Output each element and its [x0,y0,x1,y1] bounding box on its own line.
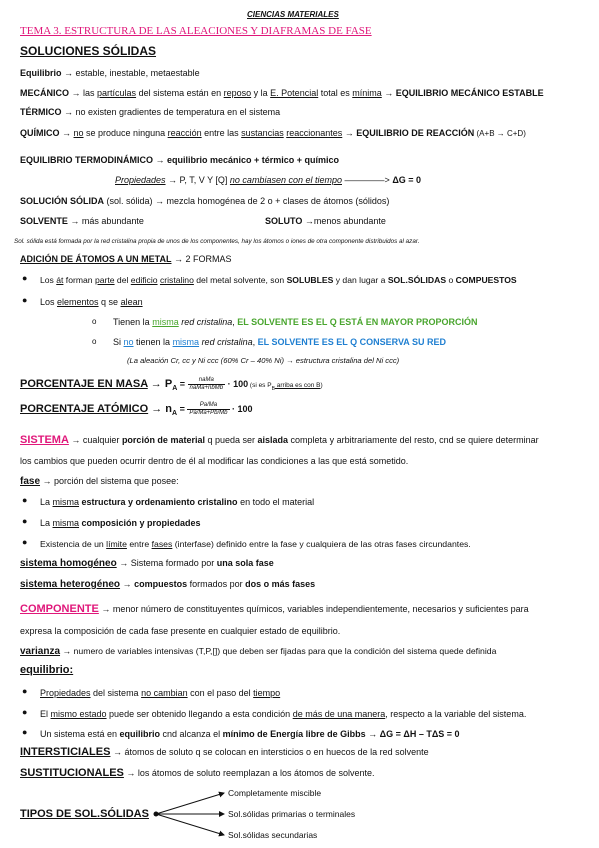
bullet-1 [40,274,517,286]
text: Un sistema está en [40,729,120,739]
highlight-blue: EL SOLVENTE ES EL Q CONSERVA SU RED [257,337,446,347]
term-soluto: SOLUTO [265,216,303,226]
bullet-dot: ● [22,516,28,526]
bullet-dot: ● [22,707,28,717]
text: → más abundante [67,216,144,226]
underlined-word: sustancias [241,128,284,138]
text: → Sistema formado por [116,558,217,568]
underlined-word: no [73,128,84,138]
sub-bullet-1 [113,316,477,328]
underlined-word: Propiedades [115,175,166,185]
denominator: Pa/Ma+Pb/Mb [189,410,228,417]
bold-word: mínimo de Energía libre de Gibbs [222,729,366,739]
text: El [40,709,51,719]
underlined-word: reacción [167,128,202,138]
term-intersticiales: INTERSTICIALES [20,746,111,758]
term-componente: COMPONENTE [20,603,99,615]
text: q se [98,297,121,307]
text: del [114,275,131,285]
underlined-word: reposo [223,88,252,98]
underlined-word: alean [120,297,143,307]
italic-note: Sol. sólida está formada por la red cristalina propia de unos de los componentes, hay los átomos o iones de otra componente distribuidos al azar. [14,238,420,245]
quimico-line [20,127,526,140]
bold-word: aislada [257,435,289,445]
term-fase: fase [20,476,41,487]
underlined-word: no [123,337,134,347]
text: Tienen la [113,317,153,327]
bullet-dot: ● [22,537,28,547]
term-equilibrio: Equilibrio [20,68,62,78]
tipo-item: Completamente miscible [228,788,322,798]
underlined-word: no cambiasen con el tiempo [229,175,342,185]
componente-line-2: expresa la composición de cada fase presente en cualquier estado de equilibrio. [20,626,341,636]
text: tienen la [133,337,173,347]
text: del sistema están en [136,88,224,98]
result: EQUILIBRIO DE REACCIÓN [356,128,475,138]
heading-porcentaje-masa: PORCENTAJE EN MASA [20,378,148,390]
bold-word: composición y propiedades [79,518,201,528]
propiedades-line [115,174,421,186]
underlined-word: cristalino [159,275,194,285]
subscript: A [172,409,178,417]
text: entre las [201,128,242,138]
heterogeneo-line [20,578,315,591]
bold-word: estructura y ordenamiento cristalino [79,497,238,507]
text: total es [318,88,353,98]
bullet-dot: ● [22,686,28,696]
text: →menos abundante [302,216,386,226]
bold-word: COMPUESTOS [455,275,517,285]
soluto-line [265,215,386,227]
text: → 2 FORMAS [171,254,232,264]
text: Existencia de un [40,539,107,549]
text: → cualquier [68,435,122,445]
term-sistema: SISTEMA [20,434,69,446]
text: → [59,128,74,138]
formula-lhs: n [165,403,172,415]
adicion-line [20,253,232,265]
underlined-word: misma [52,497,80,507]
underlined-word: tiempo [253,688,281,698]
text: formados por [187,579,246,589]
tipo-item: Sol.sólidas primarias o terminales [228,809,356,819]
fase-bullet-2 [40,517,201,529]
sistema-line-2: los cambios que pueden ocurrir dentro de él al modificar las condiciones a las que está sometido. [20,456,409,466]
result: EQUILIBRIO MECÁNICO ESTABLE [395,88,544,98]
homogeneo-line [20,557,274,570]
course-title: CIENCIAS MATERIALES [247,10,339,19]
term-mecanico: MECÁNICO [20,88,69,98]
termico-line [20,106,280,118]
bold-word: SOLUBLES [286,275,334,285]
text: , respecto a la variable del sistema. [385,709,527,719]
text: → los átomos de soluto reemplazan a los átomos de solvente. [123,768,375,778]
text: q pueda ser [204,435,258,445]
section-heading-soluciones: SOLUCIONES SÓLIDAS [20,44,157,58]
sistema-line [20,434,539,446]
underlined-word: Propiedades [40,688,91,698]
text: se produce ninguna [83,128,168,138]
arrow: → [148,403,166,415]
text: → [381,88,396,98]
text: (interfase) definido entre la fase y cualquiera de las otras fases circundantes. [172,539,471,549]
subscript: A [172,384,178,392]
equilibrio-bullet-3 [40,728,460,740]
bullet-dot: ● [22,273,28,283]
text: La [40,497,53,507]
text: → no existen gradientes de temperatura en el sistema [61,107,281,117]
tipo-item: Sol.sólidas secundarias [228,830,318,840]
text: ––––––––> [342,175,393,185]
term-homogeneo: sistema homogéneo [20,558,117,569]
underlined-word: misma [52,518,80,528]
text: → porción del sistema que posee: [40,476,179,486]
text: , [252,337,258,347]
note: ) [320,382,323,389]
highlight-green: EL SOLVENTE ES EL Q ESTÁ EN MAYOR PROPORCIÓN [237,317,478,327]
underlined-word: mínima [352,88,382,98]
text: completa y arbitrariamente del resto, cnd se quiere determinar [288,435,539,445]
text: o [446,275,456,285]
text: estable, inestable, metaestable [73,68,200,78]
text: → átomos de soluto q se colocan en intersticios o en huecos de la red solvente [110,747,429,757]
text: → P, T, V Y [Q] [165,175,230,185]
term-solvente: SOLVENTE [20,216,68,226]
term-termico: TÉRMICO [20,107,62,117]
sustitucionales-line [20,767,375,779]
underlined-word: límite [106,539,127,549]
text: y la [251,88,271,98]
text: Los [40,297,58,307]
underlined-word: elementos [57,297,99,307]
fase-bullet-1 [40,496,314,508]
underlined-word: át [56,275,64,285]
text: Los [40,275,57,285]
fase-bullet-3 [40,538,471,550]
bullet-dot: ● [22,495,28,505]
componente-line [20,603,529,615]
arrow: → [147,378,165,390]
arrow: → [71,88,81,98]
sub-bullet-marker: o [92,317,97,326]
term-heterogeneo: sistema heterogéneo [20,579,121,590]
text: → [342,128,357,138]
solvente-line [20,215,144,227]
multiplier: · 100 [225,379,249,389]
example-note: (La aleación Cr, cc y Ni ccc (60% Cr – 40% Ni) → estructura cristalina del Ni ccc) [127,356,400,365]
text: → numero de variables intensivas (T,P,[]) que deben ser fijadas para que la condición del sistema quede definida [60,646,497,656]
text: del sistema [90,688,142,698]
text: entre [126,539,152,549]
underlined-word: arriba es con B [274,382,321,389]
underlined-word: E. Potencial [270,88,319,98]
text: puede ser obtenido llegando a esta condición [106,709,293,719]
equilibrio-bullet-2 [40,708,526,720]
reaction-equation: (A+B → C+D) [474,129,526,138]
equals: = [177,379,188,389]
bullet-dot: ● [22,295,28,305]
underlined-word: misma [172,337,200,347]
bullet-2 [40,296,143,308]
bold-word: una sola fase [216,558,274,568]
text: Si [113,337,124,347]
text: cnd alcanza el [160,729,223,739]
text: forman [63,275,95,285]
bold-word: compuestos [134,579,188,589]
underlined-word: reaccionantes [286,128,343,138]
intersticiales-line [20,746,429,758]
formula-lhs: P [164,378,173,390]
equals: = [177,404,188,414]
heading-porcentaje-atomico: PORCENTAJE ATÓMICO [20,403,149,415]
equilibrio-line [20,67,200,79]
porcentaje-masa-line [20,376,323,397]
fase-line [20,475,179,488]
term-varianza: varianza [20,646,61,657]
bold-word: dos o más fases [245,579,316,589]
underlined-word: mismo estado [50,709,107,719]
text: con el paso del [187,688,254,698]
bold-word: SOL.SÓLIDAS [387,275,447,285]
multiplier: · 100 [229,404,253,414]
denominator: naMa+nbMb [189,385,224,392]
text: , [232,317,238,327]
underlined-word: parte [94,275,115,285]
note: (si es P [248,382,272,389]
text: La [40,518,53,528]
text: en todo el material [237,497,315,507]
numerator: naMa [188,377,226,385]
underlined-word: partículas [97,88,137,98]
text: → menor número de constituyentes químicos, variables independientemente, necesarios y suficientes para [98,604,529,614]
arrow: → [64,68,74,78]
underlined-word: misma [152,317,179,327]
text: → [120,579,135,589]
solucion-solida-line [20,195,389,207]
underlined-word: fases [151,539,173,549]
bullet-dot: ● [22,727,28,737]
bold-word: porción de material [121,435,205,445]
sub-bullet-marker: o [92,337,97,346]
result: ΔG = 0 [392,175,422,185]
varianza-line [20,645,496,658]
sub-bullet-2 [113,336,446,348]
text: del metal solvente, son [193,275,287,285]
underlined-word: de más de una manera [292,709,386,719]
text: (sol. sólida) → mezcla homogénea de 2 o + clases de átomos (sólidos) [104,196,390,206]
topic-title: TEMA 3. ESTRUCTURA DE LAS ALEACIONES Y DIAFRAMAS DE FASE [20,25,372,37]
term-quimico: QUÍMICO [20,128,60,138]
fraction [187,402,229,417]
heading-equilibrio: equilibrio: [20,664,74,676]
equilibrio-bullet-1 [40,687,280,699]
underlined-word: edificio [130,275,158,285]
text: las [80,88,98,98]
term-solucion-solida: SOLUCIÓN SÓLIDA [20,196,105,206]
fraction [188,377,226,392]
porcentaje-atomico-line [20,401,253,422]
underlined-word: no cambian [141,688,188,698]
subscript: B [271,385,275,392]
italic-text: red cristalina [178,317,233,327]
branch-arrows [150,785,230,845]
heading-adicion: ADICIÓN DE ÁTOMOS A UN METAL [20,254,172,264]
text: y dan lugar a [333,275,388,285]
mecanico-line [20,87,544,99]
heading-tipos: TIPOS DE SOL.SÓLIDAS [20,808,149,820]
italic-text: red cristalina [199,337,253,347]
termodinamico-line: EQUILIBRIO TERMODINÁMICO → equilibrio mecánico + térmico + químico [20,155,340,165]
bold-word: equilibrio [119,729,161,739]
gibbs-equation: → ΔG = ΔH – TΔS = 0 [365,729,460,739]
numerator: Pa/Ma [187,402,229,410]
term-sustitucionales: SUSTITUCIONALES [20,767,124,779]
